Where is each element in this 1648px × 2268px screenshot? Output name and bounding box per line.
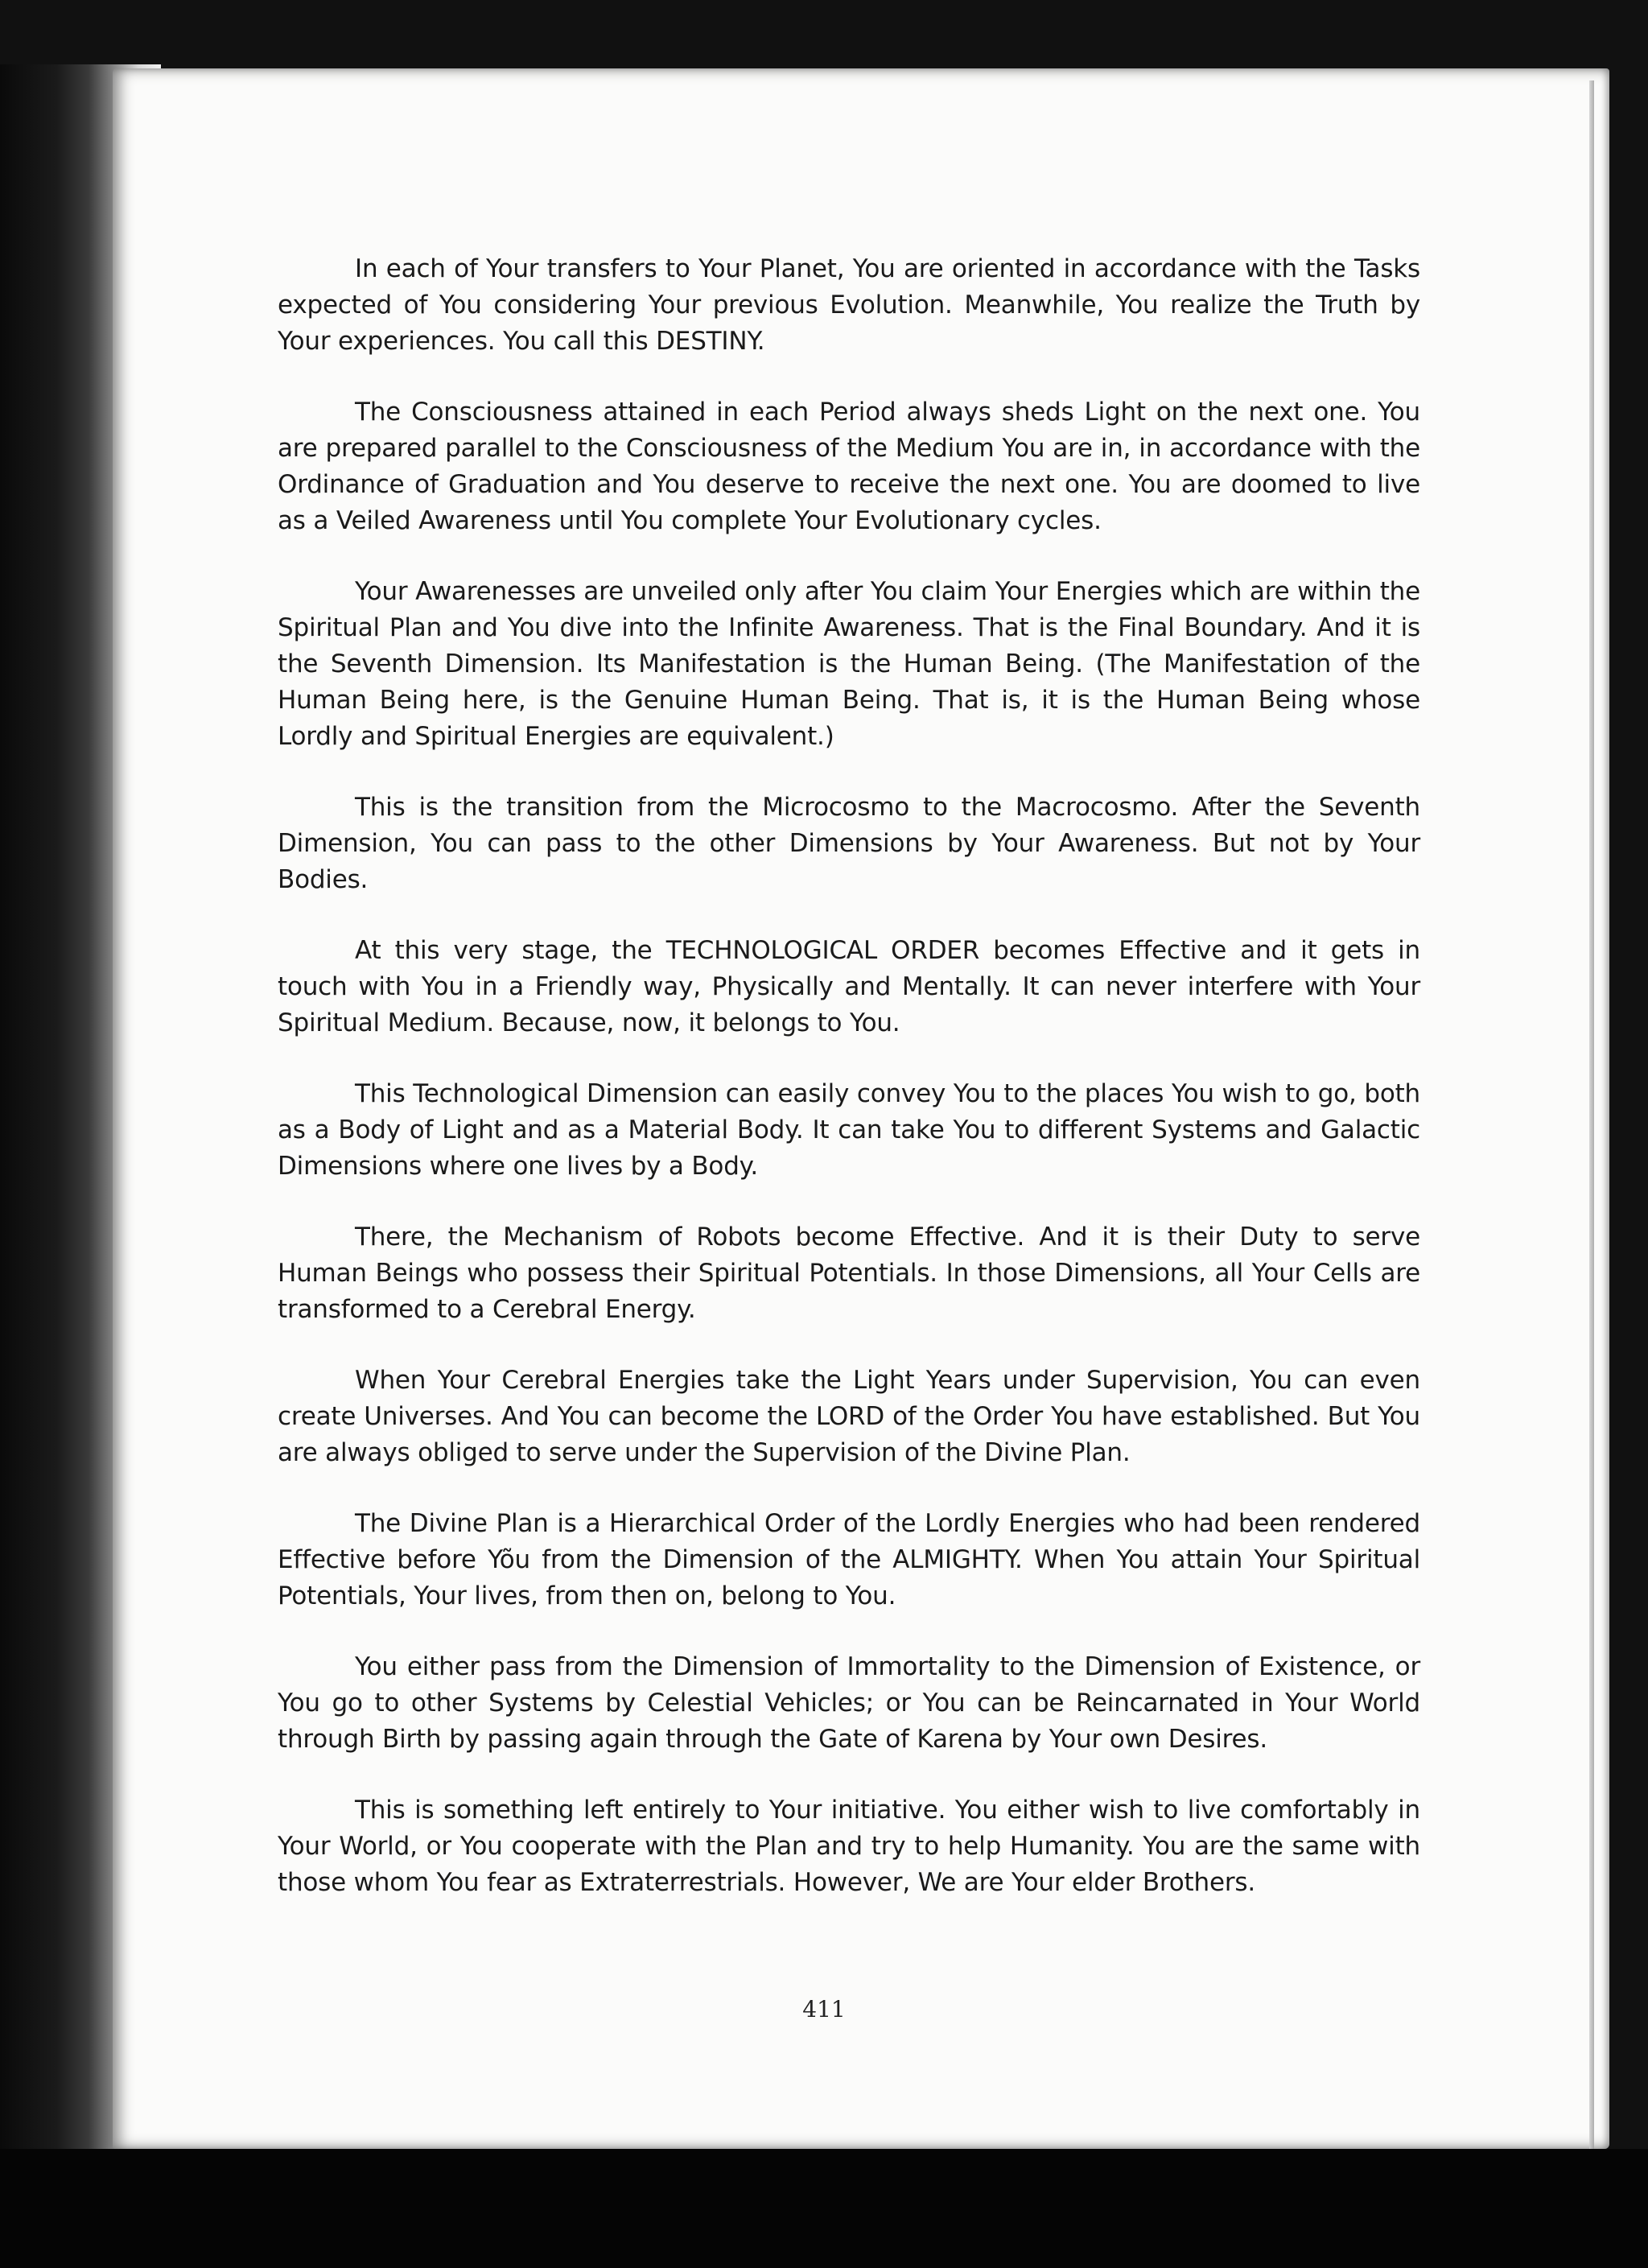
paragraph: This Technological Dimension can easily convey You to the places You wish to go, both as a Body of Light and as a Material Body. It can take You to different Systems and Galactic Dimensions where one lives by a Body. [278, 1079, 1420, 1181]
paragraph: There, the Mechanism of Robots become Effective. And it is their Duty to serve Human Beings who possess their Spiritual Potentials. In those Dimensions, all Your Cells are transformed to a Cerebral Energy. [278, 1223, 1420, 1324]
paragraph: In each of Your transfers to Your Planet, You are oriented in accordance with the Tasks expected of You considering Your previous Evolution. Meanwhile, You realize the Truth by Your experiences. You call this DESTINY. [278, 254, 1420, 356]
paragraph: When Your Cerebral Energies take the Light Years under Supervision, You can even create Universes. And You can become the LORD of the Order You have established. But You are always obliged to serve under the Supervision of the Divine Plan. [278, 1366, 1420, 1467]
page-right-edge [1589, 80, 1594, 2157]
paragraph: At this very stage, the TECHNOLOGICAL ORDER becomes Effective and it gets in touch with You in a Friendly way, Physically and Mentally. It can never interfere with Your Spiritual Medium. Because, now, it belongs to You. [278, 936, 1420, 1037]
paragraph: You either pass from the Dimension of Immortality to the Dimension of Existence, or You go to other Systems by Celestial Vehicles; or You can be Reincarnated in Your World through Birth by passing again through the Gate of Karena by Your own Desires. [278, 1652, 1420, 1754]
body-text [278, 251, 1420, 1936]
paragraph: The Divine Plan is a Hierarchical Order of the Lordly Energies who had been rendered Effective before Yõu from the Dimension of the ALMIGHTY. When You attain Your Spiritual Potentials, Your lives, from then on, belong to You. [278, 1509, 1420, 1610]
paragraph: The Consciousness attained in each Period always sheds Light on the next one. You are prepared parallel to the Consciousness of the Medium You are in, in accordance with the Ordinance of Graduation and You deserve to receive the next one. You are doomed to live as a Veiled Awareness until You complete Your Evolutionary cycles. [278, 398, 1420, 535]
scan-bottom-border [0, 2149, 1648, 2268]
page-number: 411 [802, 1996, 846, 2023]
paragraph: This is the transition from the Microcosmo to the Macrocosmo. After the Seventh Dimension, You can pass to the other Dimensions by Your Awareness. But not by Your Bodies. [278, 793, 1420, 894]
paragraph: This is something left entirely to Your initiative. You either wish to live comfortably in Your World, or You cooperate with the Plan and try to help Humanity. You are the same with those whom You fear as Extraterrestrials. However, We are Your elder Brothers. [278, 1796, 1420, 1897]
paragraph: Your Awarenesses are unveiled only after You claim Your Energies which are within the Spiritual Plan and You dive into the Infinite Awareness. That is the Final Boundary. And it is the Seventh Dimension. Its Manifestation is the Human Being. (The Manifestation of the Human Being here, is the Genuine Human Being. That is, it is the Human Being whose Lordly and Spiritual Energies are equivalent.) [278, 577, 1420, 751]
